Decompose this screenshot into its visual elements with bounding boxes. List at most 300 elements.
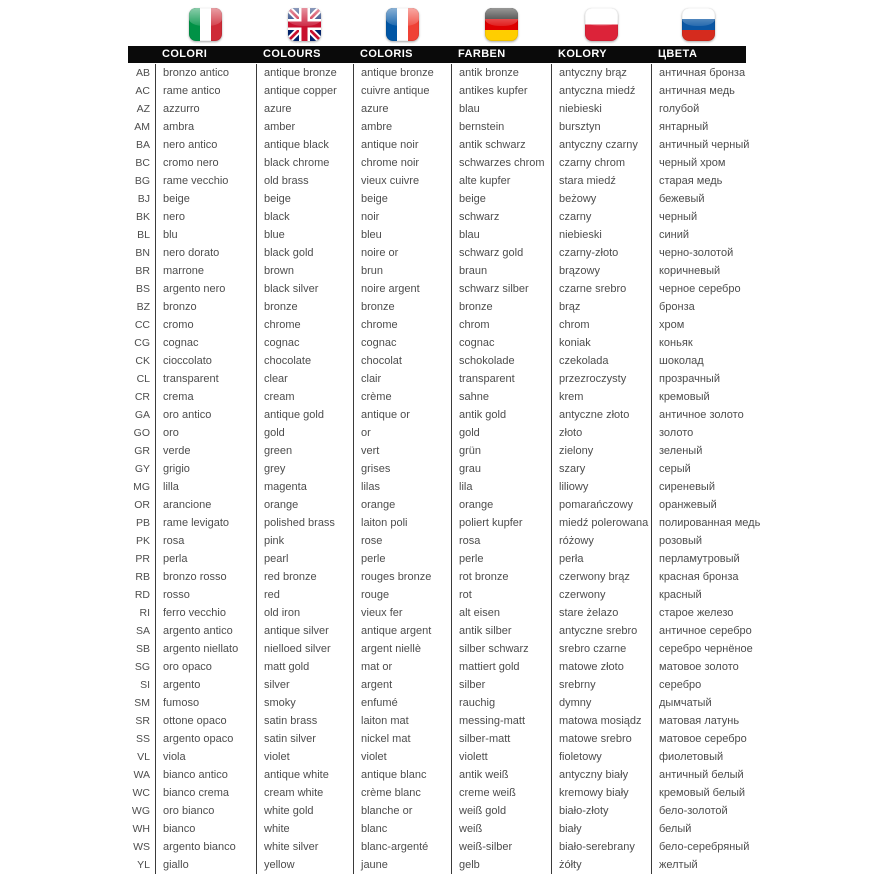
table-row bbox=[128, 190, 746, 208]
cell-it: argento niellato bbox=[155, 640, 256, 658]
cell-en: antique black bbox=[256, 136, 353, 154]
table-row bbox=[128, 244, 746, 262]
cell-de: schwarzes chrom bbox=[451, 154, 551, 172]
cell-pl: koniak bbox=[551, 334, 651, 352]
cell-pl: antyczna miedź bbox=[551, 82, 651, 100]
cell-code: AM bbox=[134, 121, 150, 133]
table-row bbox=[128, 262, 746, 280]
cell-en: polished brass bbox=[256, 514, 353, 532]
table-row bbox=[128, 586, 746, 604]
table-row bbox=[128, 316, 746, 334]
cell-it: rame antico bbox=[155, 82, 256, 100]
cell-ru: хром bbox=[651, 316, 746, 334]
table-row bbox=[128, 568, 746, 586]
cell-fr: antique argent bbox=[353, 622, 451, 640]
cell-pl: srebrny bbox=[551, 676, 651, 694]
cell-ru: зеленый bbox=[651, 442, 746, 460]
cell-ru: серый bbox=[651, 460, 746, 478]
cell-en: satin silver bbox=[256, 730, 353, 748]
cell-de: bronze bbox=[451, 298, 551, 316]
table-row bbox=[128, 280, 746, 298]
table-row bbox=[128, 388, 746, 406]
cell-code: BR bbox=[135, 265, 150, 277]
cell-code: BC bbox=[135, 157, 150, 169]
cell-ru: коньяк bbox=[651, 334, 746, 352]
russia-flag-icon bbox=[682, 8, 715, 41]
cell-de: messing-matt bbox=[451, 712, 551, 730]
cell-de: schwarz bbox=[451, 208, 551, 226]
cell-fr: vert bbox=[353, 442, 451, 460]
italy-flag-icon bbox=[189, 8, 222, 41]
cell-en: smoky bbox=[256, 694, 353, 712]
table-row bbox=[128, 694, 746, 712]
cell-it: verde bbox=[155, 442, 256, 460]
cell-pl: miedź polerowana bbox=[551, 514, 651, 532]
poland-flag-icon bbox=[585, 8, 618, 41]
cell-de: gelb bbox=[451, 856, 551, 874]
cell-it: bianco crema bbox=[155, 784, 256, 802]
germany-flag-icon bbox=[485, 8, 518, 41]
cell-code: GA bbox=[134, 409, 150, 421]
cell-pl: czarne srebro bbox=[551, 280, 651, 298]
cell-en: pink bbox=[256, 532, 353, 550]
cell-pl: niebieski bbox=[551, 100, 651, 118]
cell-de: sahne bbox=[451, 388, 551, 406]
cell-ru: красная бронза bbox=[651, 568, 746, 586]
table-row bbox=[128, 334, 746, 352]
column-header-colori: COLORI bbox=[162, 48, 208, 60]
table-row bbox=[128, 352, 746, 370]
cell-fr: lilas bbox=[353, 478, 451, 496]
cell-fr: brun bbox=[353, 262, 451, 280]
cell-it: azzurro bbox=[155, 100, 256, 118]
cell-en: cream bbox=[256, 388, 353, 406]
column-header-kolory: KOLORY bbox=[558, 48, 608, 60]
cell-fr: antique noir bbox=[353, 136, 451, 154]
table-header-bar bbox=[128, 46, 746, 63]
cell-ru: желтый bbox=[651, 856, 746, 874]
cell-ru: серебро bbox=[651, 676, 746, 694]
cell-ru: серебро чернёное bbox=[651, 640, 746, 658]
cell-de: beige bbox=[451, 190, 551, 208]
cell-ru: античное золото bbox=[651, 406, 746, 424]
cell-ru: прозрачный bbox=[651, 370, 746, 388]
cell-fr: clair bbox=[353, 370, 451, 388]
cell-it: rosa bbox=[155, 532, 256, 550]
cell-code: SA bbox=[135, 625, 150, 637]
cell-it: cioccolato bbox=[155, 352, 256, 370]
cell-en: bronze bbox=[256, 298, 353, 316]
cell-it: cognac bbox=[155, 334, 256, 352]
cell-pl: przezroczysty bbox=[551, 370, 651, 388]
cell-ru: матовая латунь bbox=[651, 712, 746, 730]
cell-fr: grises bbox=[353, 460, 451, 478]
cell-de: antik gold bbox=[451, 406, 551, 424]
cell-fr: antique bronze bbox=[353, 64, 451, 82]
table-row bbox=[128, 658, 746, 676]
cell-fr: chocolat bbox=[353, 352, 451, 370]
cell-ru: белый bbox=[651, 820, 746, 838]
cell-pl: bursztyn bbox=[551, 118, 651, 136]
table-row bbox=[128, 640, 753, 658]
cell-ru: черное серебро bbox=[651, 280, 746, 298]
cell-pl: niebieski bbox=[551, 226, 651, 244]
cell-pl: perła bbox=[551, 550, 651, 568]
cell-it: bianco bbox=[155, 820, 256, 838]
cell-de: schwarz silber bbox=[451, 280, 551, 298]
table-body bbox=[128, 64, 761, 874]
cell-ru: античная медь bbox=[651, 82, 746, 100]
cell-en: white silver bbox=[256, 838, 353, 856]
cell-fr: violet bbox=[353, 748, 451, 766]
cell-pl: antyczny czarny bbox=[551, 136, 651, 154]
cell-code: SB bbox=[135, 643, 150, 655]
cell-ru: бронза bbox=[651, 298, 746, 316]
cell-en: white bbox=[256, 820, 353, 838]
cell-en: old iron bbox=[256, 604, 353, 622]
cell-ru: старая медь bbox=[651, 172, 746, 190]
cell-ru: бело-золотой bbox=[651, 802, 746, 820]
cell-it: bronzo bbox=[155, 298, 256, 316]
cell-it: nero bbox=[155, 208, 256, 226]
cell-pl: srebro czarne bbox=[551, 640, 651, 658]
cell-code: BZ bbox=[136, 301, 150, 313]
cell-fr: rose bbox=[353, 532, 451, 550]
cell-code: SR bbox=[135, 715, 150, 727]
cell-de: alte kupfer bbox=[451, 172, 551, 190]
cell-pl: brązowy bbox=[551, 262, 651, 280]
cell-ru: оранжевый bbox=[651, 496, 746, 514]
cell-fr: or bbox=[353, 424, 451, 442]
cell-en: antique bronze bbox=[256, 64, 353, 82]
cell-it: ambra bbox=[155, 118, 256, 136]
table-row bbox=[128, 532, 746, 550]
table-row bbox=[128, 100, 746, 118]
cell-it: crema bbox=[155, 388, 256, 406]
cell-pl: stare żelazo bbox=[551, 604, 651, 622]
cell-ru: черно-золотой bbox=[651, 244, 746, 262]
cell-it: transparent bbox=[155, 370, 256, 388]
cell-pl: szary bbox=[551, 460, 651, 478]
column-header-coloris: COLORIS bbox=[360, 48, 413, 60]
cell-code: BA bbox=[135, 139, 150, 151]
cell-de: perle bbox=[451, 550, 551, 568]
table-row bbox=[128, 208, 746, 226]
cell-pl: liliowy bbox=[551, 478, 651, 496]
cell-ru: старое железо bbox=[651, 604, 746, 622]
cell-it: beige bbox=[155, 190, 256, 208]
cell-en: brown bbox=[256, 262, 353, 280]
cell-fr: nickel mat bbox=[353, 730, 451, 748]
cell-de: rot bronze bbox=[451, 568, 551, 586]
cell-de: orange bbox=[451, 496, 551, 514]
cell-it: oro bianco bbox=[155, 802, 256, 820]
cell-code: CC bbox=[134, 319, 150, 331]
cell-it: cromo nero bbox=[155, 154, 256, 172]
cell-it: bronzo rosso bbox=[155, 568, 256, 586]
cell-de: chrom bbox=[451, 316, 551, 334]
cell-de: poliert kupfer bbox=[451, 514, 551, 532]
table-row bbox=[128, 550, 746, 568]
cell-pl: matowe złoto bbox=[551, 658, 651, 676]
cell-en: matt gold bbox=[256, 658, 353, 676]
cell-de: cognac bbox=[451, 334, 551, 352]
cell-pl: antyczne złoto bbox=[551, 406, 651, 424]
table-row bbox=[128, 442, 746, 460]
cell-de: silber bbox=[451, 676, 551, 694]
cell-it: arancione bbox=[155, 496, 256, 514]
cell-de: schwarz gold bbox=[451, 244, 551, 262]
cell-de: grün bbox=[451, 442, 551, 460]
cell-it: perla bbox=[155, 550, 256, 568]
cell-ru: черный bbox=[651, 208, 746, 226]
cell-de: rauchig bbox=[451, 694, 551, 712]
cell-en: black chrome bbox=[256, 154, 353, 172]
cell-code: WC bbox=[132, 787, 150, 799]
cell-fr: blanc bbox=[353, 820, 451, 838]
cell-en: red bronze bbox=[256, 568, 353, 586]
table-row bbox=[128, 226, 746, 244]
cell-en: old brass bbox=[256, 172, 353, 190]
cell-it: argento antico bbox=[155, 622, 256, 640]
cell-ru: кремовый bbox=[651, 388, 746, 406]
table-row bbox=[128, 82, 746, 100]
cell-de: creme weiß bbox=[451, 784, 551, 802]
cell-en: antique gold bbox=[256, 406, 353, 424]
cell-fr: ambre bbox=[353, 118, 451, 136]
cell-de: braun bbox=[451, 262, 551, 280]
cell-fr: noire or bbox=[353, 244, 451, 262]
cell-code: GY bbox=[134, 463, 150, 475]
cell-code: CR bbox=[134, 391, 150, 403]
cell-ru: черный хром bbox=[651, 154, 746, 172]
cell-it: oro opaco bbox=[155, 658, 256, 676]
cell-it: cromo bbox=[155, 316, 256, 334]
cell-ru: коричневый bbox=[651, 262, 746, 280]
cell-it: ferro vecchio bbox=[155, 604, 256, 622]
cell-fr: argent niellè bbox=[353, 640, 451, 658]
cell-pl: fioletowy bbox=[551, 748, 651, 766]
cell-fr: crème blanc bbox=[353, 784, 451, 802]
cell-code: WA bbox=[133, 769, 150, 781]
cell-fr: blanche or bbox=[353, 802, 451, 820]
cell-en: chrome bbox=[256, 316, 353, 334]
cell-it: rosso bbox=[155, 586, 256, 604]
cell-de: lila bbox=[451, 478, 551, 496]
cell-fr: chrome noir bbox=[353, 154, 451, 172]
cell-it: nero antico bbox=[155, 136, 256, 154]
cell-pl: chrom bbox=[551, 316, 651, 334]
cell-pl: krem bbox=[551, 388, 651, 406]
cell-en: red bbox=[256, 586, 353, 604]
table-row bbox=[128, 496, 746, 514]
cell-fr: rouge bbox=[353, 586, 451, 604]
cell-de: antik weiß bbox=[451, 766, 551, 784]
table-row bbox=[128, 622, 752, 640]
table-row bbox=[128, 820, 746, 838]
cell-ru: фиолетовый bbox=[651, 748, 746, 766]
cell-fr: chrome bbox=[353, 316, 451, 334]
cell-pl: matowa mosiądz bbox=[551, 712, 651, 730]
cell-en: chocolate bbox=[256, 352, 353, 370]
cell-en: antique copper bbox=[256, 82, 353, 100]
cell-en: black bbox=[256, 208, 353, 226]
cell-ru: матовое золото bbox=[651, 658, 746, 676]
cell-pl: zielony bbox=[551, 442, 651, 460]
cell-en: blue bbox=[256, 226, 353, 244]
cell-pl: czarny bbox=[551, 208, 651, 226]
cell-ru: бежевый bbox=[651, 190, 746, 208]
cell-pl: stara miedź bbox=[551, 172, 651, 190]
cell-pl: biało-serebrany bbox=[551, 838, 651, 856]
cell-fr: vieux fer bbox=[353, 604, 451, 622]
cell-pl: czerwony bbox=[551, 586, 651, 604]
cell-pl: matowe srebro bbox=[551, 730, 651, 748]
cell-fr: perle bbox=[353, 550, 451, 568]
cell-en: cream white bbox=[256, 784, 353, 802]
cell-de: weiß bbox=[451, 820, 551, 838]
cell-de: blau bbox=[451, 226, 551, 244]
cell-en: black silver bbox=[256, 280, 353, 298]
table-row bbox=[128, 712, 746, 730]
table-row bbox=[128, 514, 761, 532]
cell-it: rame vecchio bbox=[155, 172, 256, 190]
cell-de: violett bbox=[451, 748, 551, 766]
cell-it: grigio bbox=[155, 460, 256, 478]
cell-code: RD bbox=[134, 589, 150, 601]
cell-ru: розовый bbox=[651, 532, 746, 550]
table-row bbox=[128, 118, 746, 136]
table-row bbox=[128, 838, 750, 856]
table-row bbox=[128, 676, 746, 694]
cell-ru: бело-серебряный bbox=[651, 838, 746, 856]
cell-en: violet bbox=[256, 748, 353, 766]
cell-code: WH bbox=[132, 823, 150, 835]
cell-code: BL bbox=[137, 229, 150, 241]
table-row bbox=[128, 730, 746, 748]
cell-pl: różowy bbox=[551, 532, 651, 550]
cell-en: gold bbox=[256, 424, 353, 442]
flags-row bbox=[128, 8, 746, 44]
cell-fr: jaune bbox=[353, 856, 451, 874]
table-row bbox=[128, 802, 746, 820]
cell-it: argento bianco bbox=[155, 838, 256, 856]
cell-code: MG bbox=[133, 481, 150, 493]
cell-de: blau bbox=[451, 100, 551, 118]
cell-fr: enfumé bbox=[353, 694, 451, 712]
cell-pl: czekolada bbox=[551, 352, 651, 370]
cell-code: CL bbox=[136, 373, 150, 385]
table-wrap bbox=[128, 8, 761, 874]
table-row bbox=[128, 604, 746, 622]
cell-fr: vieux cuivre bbox=[353, 172, 451, 190]
cell-it: oro bbox=[155, 424, 256, 442]
cell-fr: mat or bbox=[353, 658, 451, 676]
cell-code: BS bbox=[135, 283, 150, 295]
cell-code: SS bbox=[135, 733, 150, 745]
cell-code: SI bbox=[140, 679, 150, 691]
cell-en: yellow bbox=[256, 856, 353, 874]
cell-pl: dymny bbox=[551, 694, 651, 712]
table-row bbox=[128, 154, 746, 172]
cell-pl: złoto bbox=[551, 424, 651, 442]
cell-de: weiß gold bbox=[451, 802, 551, 820]
cell-ru: матовое серебро bbox=[651, 730, 746, 748]
cell-ru: янтарный bbox=[651, 118, 746, 136]
cell-en: magenta bbox=[256, 478, 353, 496]
cell-ru: полированная медь bbox=[651, 514, 746, 532]
cell-de: gold bbox=[451, 424, 551, 442]
cell-de: schokolade bbox=[451, 352, 551, 370]
cell-it: rame levigato bbox=[155, 514, 256, 532]
table-row bbox=[128, 478, 746, 496]
cell-en: orange bbox=[256, 496, 353, 514]
cell-code: SM bbox=[134, 697, 150, 709]
table-row bbox=[128, 64, 746, 82]
table-row bbox=[128, 856, 746, 874]
cell-code: CK bbox=[135, 355, 150, 367]
cell-it: oro antico bbox=[155, 406, 256, 424]
cell-code: VL bbox=[137, 751, 150, 763]
cell-pl: antyczny brąz bbox=[551, 64, 651, 82]
cell-it: nero dorato bbox=[155, 244, 256, 262]
cell-en: pearl bbox=[256, 550, 353, 568]
cell-ru: античное серебро bbox=[651, 622, 746, 640]
cell-de: antikes kupfer bbox=[451, 82, 551, 100]
table-row bbox=[128, 460, 746, 478]
cell-pl: kremowy biały bbox=[551, 784, 651, 802]
cell-en: satin brass bbox=[256, 712, 353, 730]
column-header-colours: COLOURS bbox=[263, 48, 321, 60]
cell-fr: argent bbox=[353, 676, 451, 694]
cell-en: nielloed silver bbox=[256, 640, 353, 658]
cell-code: PB bbox=[135, 517, 150, 529]
cell-code: OR bbox=[134, 499, 150, 511]
cell-fr: cognac bbox=[353, 334, 451, 352]
cell-en: black gold bbox=[256, 244, 353, 262]
cell-code: SG bbox=[134, 661, 150, 673]
cell-en: antique silver bbox=[256, 622, 353, 640]
cell-pl: żółty bbox=[551, 856, 651, 874]
cell-pl: antyczny biały bbox=[551, 766, 651, 784]
cell-code: BJ bbox=[137, 193, 150, 205]
cell-ru: античный черный bbox=[651, 136, 746, 154]
table-row bbox=[128, 370, 746, 388]
cell-de: weiß-silber bbox=[451, 838, 551, 856]
cell-fr: beige bbox=[353, 190, 451, 208]
cell-pl: czarny-złoto bbox=[551, 244, 651, 262]
cell-ru: античный белый bbox=[651, 766, 746, 784]
cell-ru: перламутровый bbox=[651, 550, 746, 568]
cell-en: grey bbox=[256, 460, 353, 478]
cell-it: ottone opaco bbox=[155, 712, 256, 730]
cell-code: AC bbox=[135, 85, 150, 97]
table-row bbox=[128, 298, 746, 316]
cell-en: cognac bbox=[256, 334, 353, 352]
table-row bbox=[128, 424, 746, 442]
cell-fr: laiton mat bbox=[353, 712, 451, 730]
uk-flag-icon bbox=[288, 8, 321, 41]
cell-fr: rouges bronze bbox=[353, 568, 451, 586]
cell-en: white gold bbox=[256, 802, 353, 820]
cell-de: mattiert gold bbox=[451, 658, 551, 676]
cell-code: AZ bbox=[136, 103, 150, 115]
table-row bbox=[128, 136, 750, 154]
column-header-cveta: ЦВЕТА bbox=[658, 48, 698, 60]
cell-it: argento nero bbox=[155, 280, 256, 298]
table-row bbox=[128, 172, 746, 190]
cell-ru: золото bbox=[651, 424, 746, 442]
